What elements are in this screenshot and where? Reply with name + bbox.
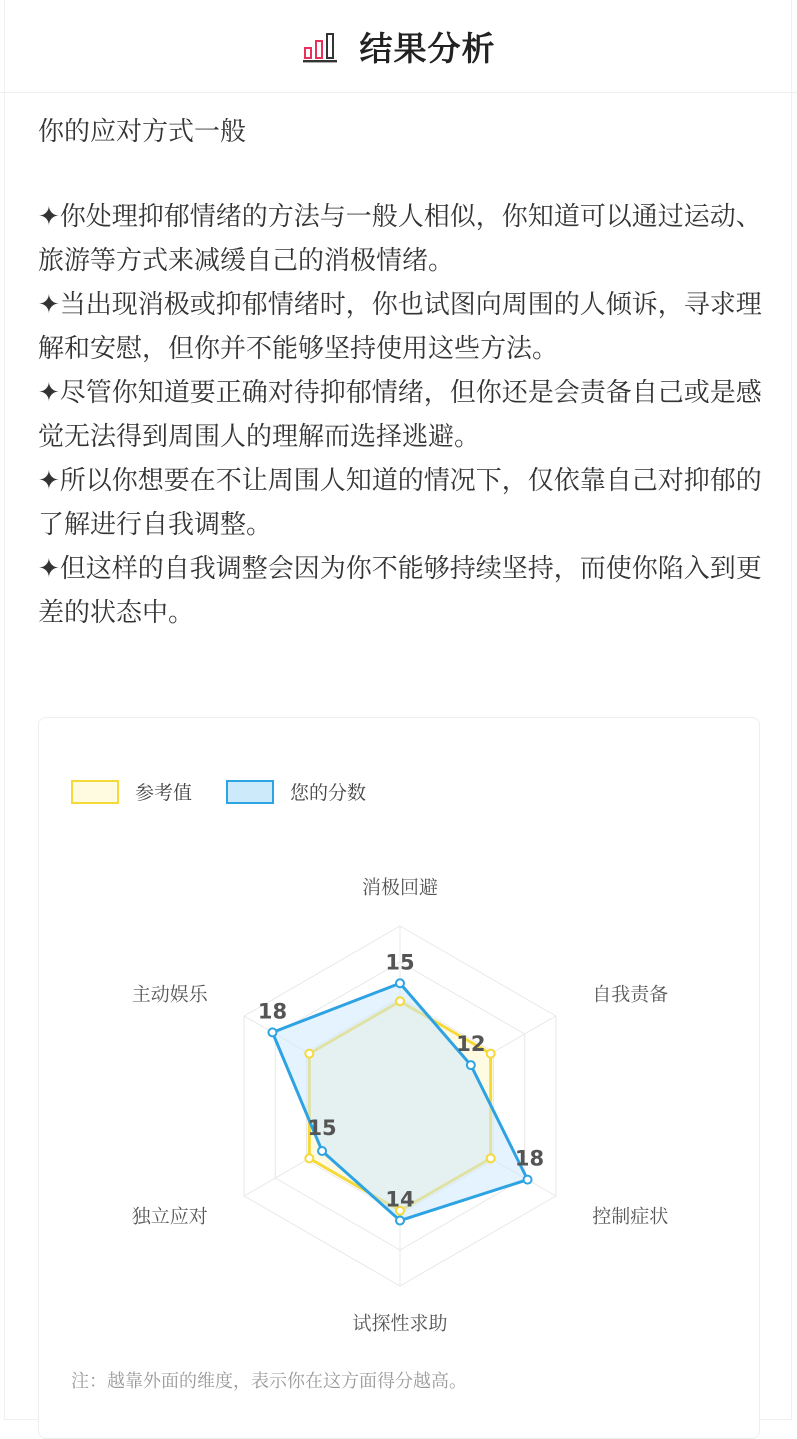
radar-point-reference bbox=[305, 1050, 313, 1058]
radar-point-score bbox=[318, 1147, 326, 1155]
radar-axis-label: 控制症状 bbox=[592, 1205, 669, 1228]
radar-point-score bbox=[467, 1061, 475, 1069]
radar-data-label: 15 bbox=[385, 950, 415, 975]
bar-chart-icon bbox=[302, 31, 338, 63]
radar-axis-label: 主动娱乐 bbox=[131, 983, 208, 1006]
radar-point-score bbox=[396, 1217, 404, 1225]
radar-axis-label: 独立应对 bbox=[131, 1205, 208, 1228]
analysis-point: ✦你处理抑郁情绪的方法与一般人相似，你知道可以通过运动、旅游等方式来减缓自己的消极情绪。 bbox=[38, 202, 762, 276]
radar-data-label: 18 bbox=[257, 999, 288, 1024]
radar-chart bbox=[39, 718, 759, 1358]
radar-data-label: 12 bbox=[456, 1032, 486, 1057]
page-header bbox=[0, 0, 797, 93]
radar-point-reference bbox=[487, 1154, 495, 1162]
radar-point-score bbox=[268, 1028, 276, 1036]
radar-point-reference bbox=[305, 1154, 313, 1162]
summary-text: 你的应对方式一般 bbox=[38, 117, 247, 147]
chart-card bbox=[38, 717, 760, 1439]
radar-point-reference bbox=[487, 1050, 495, 1058]
chart-note: 注：越靠外面的维度，表示你在这方面得分越高。 bbox=[71, 1371, 467, 1392]
radar-axis-label: 消极回避 bbox=[361, 876, 439, 899]
radar-data-label: 14 bbox=[385, 1187, 415, 1212]
legend-label: 您的分数 bbox=[290, 782, 367, 804]
radar-point-reference bbox=[396, 997, 404, 1005]
analysis-point: ✦尽管你知道要正确对待抑郁情绪，但你还是会责备自己或是感觉无法得到周围人的理解而选择逃避。 bbox=[38, 378, 762, 452]
page-title: 结果分析 bbox=[359, 28, 496, 68]
radar-point-score bbox=[396, 979, 404, 987]
radar-series-score bbox=[272, 983, 527, 1220]
radar-axis-label: 试探性求助 bbox=[352, 1312, 448, 1335]
analysis-points bbox=[38, 195, 766, 635]
analysis-point: ✦所以你想要在不让周围人知道的情况下，仅依靠自己对抑郁的了解进行自我调整。 bbox=[38, 466, 762, 540]
legend-label: 参考值 bbox=[135, 782, 193, 804]
radar-point-score bbox=[524, 1176, 532, 1184]
radar-data-label: 15 bbox=[307, 1116, 337, 1140]
radar-axis-label: 自我责备 bbox=[592, 983, 669, 1006]
analysis-point: ✦当出现消极或抑郁情绪时，你也试图向周围的人倾诉，寻求理解和安慰，但你并不能够坚持使用这些方法。 bbox=[38, 290, 762, 364]
radar-data-label: 18 bbox=[514, 1146, 545, 1171]
analysis-point: ✦但这样的自我调整会因为你不能够持续坚持，而使你陷入到更差的状态中。 bbox=[38, 554, 762, 628]
